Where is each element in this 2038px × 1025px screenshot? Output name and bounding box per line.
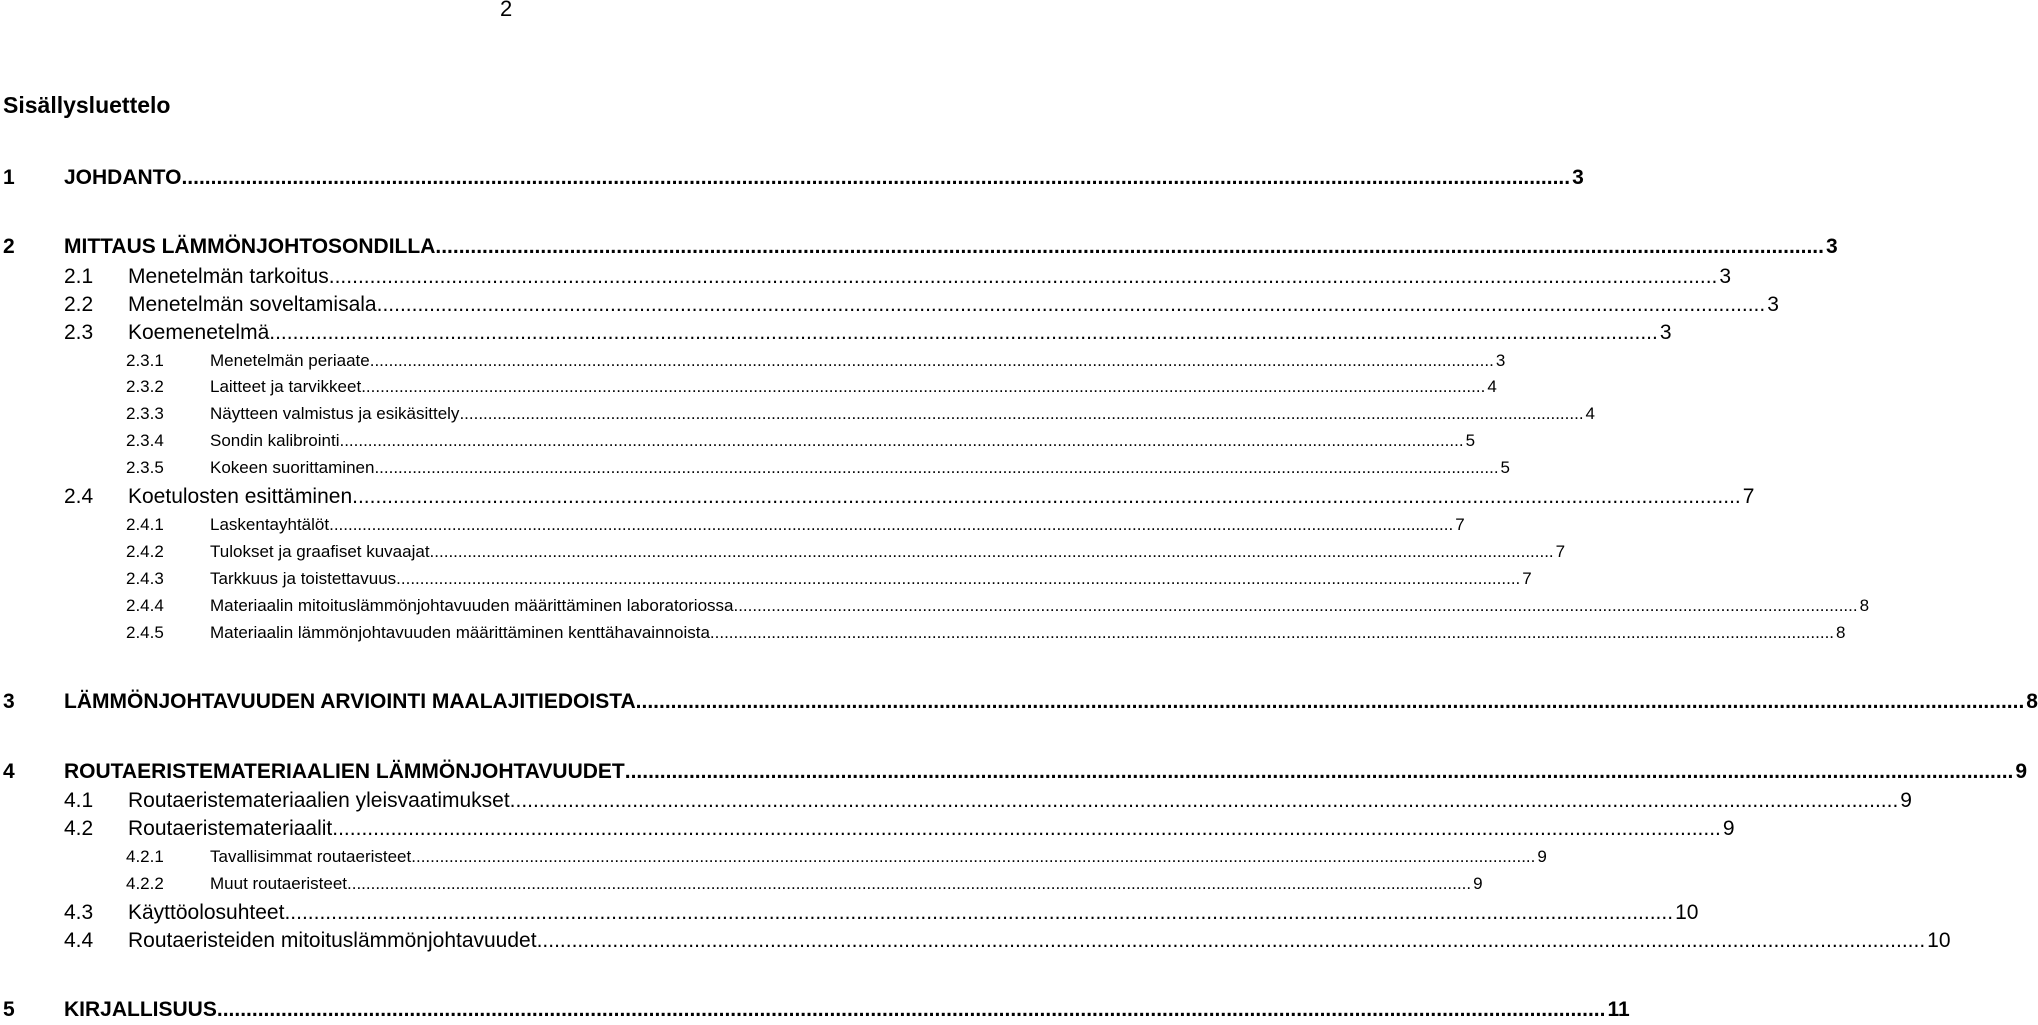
toc-entry-number: 4.2.2 [126,874,164,893]
toc-entry-title: Routaeristemateriaalit [128,817,333,840]
toc-entry-title: Näytteen valmistus ja esikäsittely [210,404,460,423]
toc-entry-title: Materiaalin lämmönjohtavuuden määrittäminen kenttähavainnoista [210,623,710,642]
toc-entry-number: 2.4.1 [126,515,164,534]
toc-entry-page: 9 [2015,760,2028,783]
toc-entry-title: Tulokset ja graafiset kuvaajat [210,542,430,561]
toc-entry-page: 3 [1659,321,1672,344]
toc-entry-number: 2.3 [64,321,94,344]
toc-entry-title: LÄMMÖNJOHTAVUUDEN ARVIOINTI MAALAJITIEDOISTA [64,690,636,713]
dot-leader: .............................................................................................................................................................................................................................................. [376,293,1766,316]
toc-entry-number: 2.3.3 [126,404,164,423]
toc-entry-page: 5 [1465,431,1476,450]
page-number: 2 [500,0,513,21]
toc-entry-page: 7 [1455,515,1465,534]
dot-leader: .............................................................................................................................................................................................................................................. [328,265,1718,288]
dot-leader: .............................................................................................................................................................................................................................................. [536,929,1926,952]
dot-leader: .............................................................................................................................................................................................................................................. [269,321,1658,344]
toc-entry-page: 9 [1473,874,1483,893]
toc-entry-number: 2.3.1 [126,351,164,370]
dot-leader: .............................................................................................................................................................................................................................................. [429,542,1554,561]
dot-leader: .............................................................................................................................................................................................................................................. [181,166,1571,189]
dot-leader: .............................................................................................................................................................................................................................................. [635,690,2025,713]
toc-entry-number: 2.3.4 [126,431,164,450]
toc-entry-number: 2.1 [64,265,94,288]
toc-entry-number: 2.4.3 [126,569,164,588]
toc-entry-page: 3 [1767,293,1779,316]
dot-leader: .............................................................................................................................................................................................................................................. [709,623,1835,642]
toc-entry-page: 7 [1522,569,1532,588]
toc-entry-number: 2.4.4 [126,596,164,615]
toc-entry-page: 4 [1585,404,1596,423]
toc-entry-page: 3 [1825,235,1838,258]
toc-entry-title: Tarkkuus ja toistettavuus [210,569,397,588]
toc-entry-number: 4.3 [64,901,94,924]
dot-leader: .............................................................................................................................................................................................................................................. [347,874,1472,893]
toc-entry-number: 3 [3,690,15,713]
toc-entry-page: 10 [1675,901,1699,924]
dot-leader: .............................................................................................................................................................................................................................................. [411,847,1536,866]
toc-heading: Sisällysluettelo [3,92,171,118]
toc-entry-page: 7 [1555,542,1566,561]
dot-leader: .............................................................................................................................................................................................................................................. [332,817,1721,840]
toc-entry-title: Sondin kalibrointi [210,431,340,450]
toc-entry-page: 9 [1537,847,1547,866]
toc-entry-number: 2 [3,235,15,258]
toc-entry-title: Muut routaeristeet [210,874,348,893]
toc-entry-number: 4 [3,760,15,783]
toc-entry-page: 4 [1487,377,1497,396]
dot-leader: .............................................................................................................................................................................................................................................. [509,789,1899,812]
toc-entry-title: MITTAUS LÄMMÖNJOHTOSONDILLA [64,235,436,258]
dot-leader: .............................................................................................................................................................................................................................................. [435,235,1824,258]
toc-entry-number: 2.3.5 [126,458,164,477]
toc-entry-page: 3 [1572,166,1584,189]
dot-leader: .............................................................................................................................................................................................................................................. [459,404,1584,423]
toc-entry-page: 8 [1836,623,1846,642]
toc-entry-title: Materiaalin mitoituslämmönjohtavuuden määrittäminen laboratoriossa [210,596,734,615]
toc-entry-page: 7 [1742,485,1755,508]
toc-entry-title: Koetulosten esittäminen [128,485,353,508]
dot-leader: .............................................................................................................................................................................................................................................. [733,596,1858,615]
toc-entry-page: 9 [1722,817,1735,840]
toc-entry-number: 2.3.2 [126,377,164,396]
dot-leader: .............................................................................................................................................................................................................................................. [361,377,1486,396]
dot-leader: .............................................................................................................................................................................................................................................. [329,515,1454,534]
dot-leader: .............................................................................................................................................................................................................................................. [339,431,1464,450]
toc-entry-page: 10 [1927,929,1951,952]
toc-entry-page: 3 [1719,265,1732,288]
toc-entry-number: 4.1 [64,789,94,812]
toc-entry-title: Kokeen suorittaminen [210,458,375,477]
toc-entry-number: 2.4.2 [126,542,164,561]
toc-entry-page: 8 [2026,690,2038,713]
toc-entry-number: 2.4.5 [126,623,164,642]
toc-entry-title: Käyttöolosuhteet [128,901,285,924]
toc-entry-title: Menetelmän periaate [210,351,370,370]
dot-leader: .............................................................................................................................................................................................................................................. [374,458,1499,477]
toc-entry-page: 9 [1900,789,1912,812]
toc-entry-title: ROUTAERISTEMATERIAALIEN LÄMMÖNJOHTAVUUDET [64,760,625,783]
toc-entry-number: 5 [3,998,15,1021]
toc-entry-title: JOHDANTO [64,166,182,189]
dot-leader: .............................................................................................................................................................................................................................................. [369,351,1494,370]
dot-leader: .............................................................................................................................................................................................................................................. [396,569,1521,588]
toc-entry-number: 4.2.1 [126,847,164,866]
toc-entry-title: Laskentayhtälöt [210,515,330,534]
toc-entry-page: 11 [1607,998,1630,1021]
toc-entry-number: 4.2 [64,817,94,840]
dot-leader: .............................................................................................................................................................................................................................................. [352,485,1741,508]
toc-entry-page: 3 [1495,351,1506,370]
toc-entry-number: 1 [3,166,15,189]
toc-entry-number: 2.2 [64,293,94,316]
toc-entry-number: 2.4 [64,485,94,508]
toc-entry-page: 8 [1859,596,1870,615]
toc-entry-title: Laitteet ja tarvikkeet [210,377,362,396]
toc-entry-number: 4.4 [64,929,94,952]
toc-entry-title: Koemenetelmä [128,321,270,344]
toc-entry-title: Menetelmän tarkoitus [128,265,329,288]
dot-leader: .............................................................................................................................................................................................................................................. [216,998,1606,1021]
dot-leader: .............................................................................................................................................................................................................................................. [624,760,2014,783]
toc-entry-title: KIRJALLISUUS [64,998,217,1021]
toc-entry-page: 5 [1500,458,1511,477]
toc-entry-title: Routaeristeiden mitoituslämmönjohtavuudet [128,929,537,952]
toc-entry-title: Tavallisimmat routaeristeet [210,847,412,866]
toc-entry-title: Routaeristemateriaalien yleisvaatimukset [128,789,510,812]
toc-entry-title: Menetelmän soveltamisala [128,293,377,316]
dot-leader: .............................................................................................................................................................................................................................................. [284,901,1674,924]
